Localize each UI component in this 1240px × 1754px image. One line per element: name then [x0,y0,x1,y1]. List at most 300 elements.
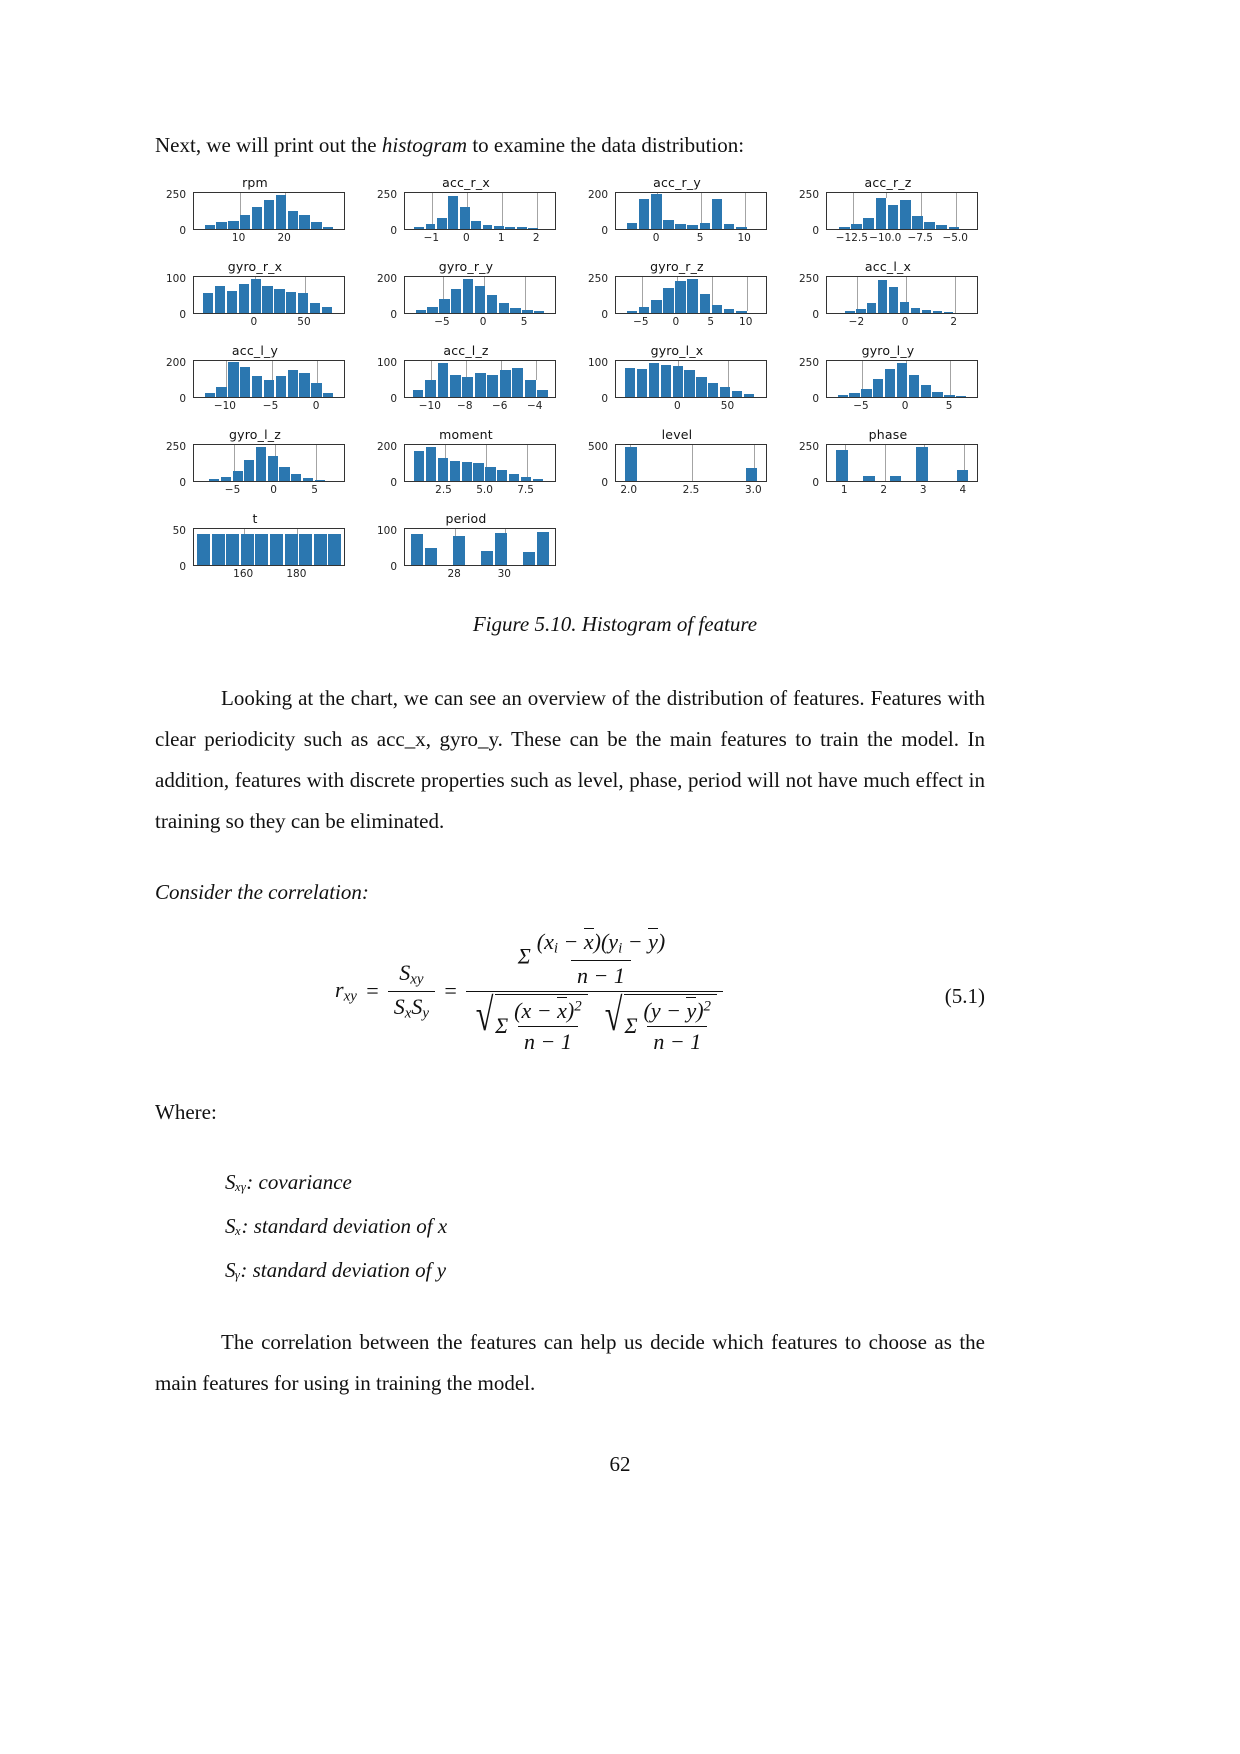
histogram-bar [949,227,961,229]
histogram-bar [252,207,263,229]
histogram-bar [696,377,707,397]
x-tick-label: −10 [213,400,236,412]
histogram-cell [366,343,566,427]
histogram-bar [500,370,512,397]
histogram-title: acc_l_y [231,343,279,358]
histogram-bar [471,221,482,229]
histogram-bar [256,447,267,481]
x-axis-labels [607,232,777,248]
histogram-bar [291,474,302,481]
histogram-bar [279,467,290,481]
histogram-bar [475,286,486,313]
paragraph-2: The correlation between the features can help us decide which features to choose as the main features for using in training the model. [155,1330,985,1395]
histogram-bar [241,534,255,565]
histogram-bar [494,226,505,229]
histogram-bar [936,225,948,229]
histogram-bar [448,196,459,229]
histogram-bar [311,383,322,397]
y-tick-label: 0 [601,477,608,489]
y-tick-label: 50 [172,525,186,537]
histogram-bar [426,447,437,481]
histogram-bar [252,376,263,397]
histogram-bar [639,307,651,313]
histogram-bar [673,366,684,397]
histogram-bar [425,380,437,397]
histogram-bar [251,279,262,313]
histogram-bar [298,293,309,313]
y-tick-label: 0 [601,225,608,237]
histogram-bar [932,392,943,397]
histogram-title: gyro_l_x [650,343,704,358]
x-tick-label: −10 [418,400,441,412]
figure-caption: Figure 5.10. Histogram of feature [472,612,758,636]
x-tick-label: 0 [901,316,909,328]
histogram-bar [839,227,851,229]
histogram-plot [404,528,556,566]
histogram-cell [366,511,566,595]
y-tick-label: 250 [798,357,819,369]
x-axis-labels [607,484,777,500]
histogram-bar [463,279,474,313]
histogram-bar [475,373,487,397]
histogram-title: phase [868,427,908,442]
x-tick-label: 2.0 [620,484,638,496]
histogram-cell [155,259,355,343]
x-tick-label: −5.0 [942,232,968,244]
y-axis-labels [155,355,189,403]
histogram-bar [427,307,438,313]
y-tick-label: 250 [798,189,819,201]
histogram-bar [889,287,899,313]
histogram-bar [323,393,334,397]
y-axis-labels [366,187,400,235]
intro-prefix: Next, we will print out the [155,133,382,157]
y-axis-labels [366,523,400,571]
histogram-bar [497,470,508,481]
x-tick-label: 2.5 [435,484,452,496]
histogram-cell [155,427,355,511]
x-tick-label: 0 [479,316,487,328]
histogram-bar [732,391,743,397]
y-tick-label: 100 [165,273,186,285]
gridline [502,193,503,229]
histogram-cell [577,427,777,511]
x-tick-label: 50 [297,316,311,328]
histogram-bar [724,224,736,229]
histogram-bar [921,385,932,397]
x-axis-labels [818,232,988,248]
histogram-bar [438,363,450,397]
histogram-bar [720,387,731,397]
histogram-bar [700,223,712,229]
histogram-bar [651,300,663,313]
histogram-plot [615,276,767,314]
histogram-bar [911,308,921,313]
histogram-plot [826,360,978,398]
histogram-plot [404,192,556,230]
histogram-plot [404,444,556,482]
histogram-bar [227,291,238,313]
y-tick-label: 0 [390,393,397,405]
x-axis-labels [396,400,566,416]
y-tick-label: 0 [390,477,397,489]
x-tick-label: 3 [919,484,927,496]
histogram-plot [193,360,345,398]
histogram-bar [675,281,687,313]
histogram-plot [404,360,556,398]
x-tick-label: 50 [720,400,735,412]
gridline [955,277,956,313]
equation-number: (5.1) [944,984,985,1008]
histogram-bar [483,225,494,229]
histogram-bar [924,222,936,229]
y-axis-labels [788,355,822,403]
histogram-bar [900,302,910,313]
histogram-bar [528,228,539,229]
x-tick-label: 1 [497,232,505,244]
histogram-bar [746,468,759,481]
x-axis-labels [607,316,777,332]
histogram-cell [788,343,988,427]
x-tick-label: 5 [311,484,318,496]
histogram-bar [851,224,863,229]
histogram-bar [944,312,954,313]
histogram-title: gyro_r_x [227,259,283,274]
gridline [527,445,528,481]
histogram-bar [209,479,220,481]
y-tick-label: 250 [798,441,819,453]
x-axis-labels [818,316,988,332]
histogram-bar [888,205,900,229]
x-tick-label: 3.0 [744,484,762,496]
histogram-bar [262,286,273,313]
y-tick-label: 0 [390,309,397,321]
histogram-bar [510,308,521,313]
x-tick-label: 28 [447,568,461,580]
histogram-bar [684,370,695,397]
histogram-bar [878,280,888,313]
histogram-bar [661,365,672,397]
histogram-cell [788,427,988,511]
y-tick-label: 0 [390,225,397,237]
definition-item: Sₓ: standard deviation of x [225,1214,448,1239]
definition-item: Sₓᵧ: covariance [225,1170,352,1194]
histogram-bar [276,195,287,229]
histogram-bar [221,477,232,481]
y-axis-labels [155,439,189,487]
x-tick-label: −6 [492,400,508,412]
histogram-bar [473,463,484,481]
histogram-bar [453,536,466,565]
histogram-bar [523,552,536,565]
histogram-title: level [661,427,693,442]
histogram-title: gyro_l_z [229,427,281,442]
histogram-bar [314,534,328,565]
histogram-plot [193,192,345,230]
histogram-bar [270,534,284,565]
histogram-plot [615,444,767,482]
y-axis-labels [577,439,611,487]
y-tick-label: 250 [165,441,186,453]
gridline [857,277,858,313]
x-tick-label: 5 [707,316,715,328]
x-axis-labels [818,400,988,416]
x-tick-label: 10 [739,316,753,328]
histogram-bar [922,310,932,313]
histogram-bar [512,368,524,397]
x-axis-labels [185,232,355,248]
histogram-bar [537,532,550,565]
histogram-bar [244,460,255,481]
histogram-bar [625,447,638,481]
histogram-title: acc_r_x [442,175,490,190]
y-tick-label: 0 [179,477,186,489]
histogram-bar [276,376,287,397]
x-tick-label: 5 [520,316,528,328]
x-tick-label: 0 [901,400,909,412]
histogram-cell [577,259,777,343]
y-axis-labels [577,187,611,235]
x-tick-label: 5.0 [476,484,493,496]
page-number: 62 [609,1452,631,1476]
histogram-bar [228,362,239,397]
histogram-bar [299,534,313,565]
histogram-bar [205,393,216,397]
x-tick-label: 7.5 [517,484,534,496]
intro-sentence [155,130,1075,160]
histogram-grid [155,175,985,595]
x-axis-labels [185,400,355,416]
x-tick-label: 180 [286,568,307,580]
gridline [525,277,526,313]
y-tick-label: 0 [601,393,608,405]
x-axis-labels [607,400,777,416]
y-tick-label: 200 [376,441,397,453]
gridline [537,193,538,229]
histogram-plot [615,360,767,398]
x-tick-label: −5 [633,316,649,328]
x-tick-label: 160 [233,568,254,580]
equation-5-1: $r_{xy}$ = $\frac{S_{xy}}{S_xS_y}$ = Σ $\frac{(x_i - x)(y_i - y)}{n - 1}$ √ Σ $\frac{(x - x)^2}{n - 1}$ √ Σ $\frac{(y - y)^2}{n - 1}$ [335,928,723,1055]
x-axis-labels [185,316,355,332]
histogram-bar [916,447,929,481]
histogram-bar [724,309,736,313]
histogram-bar [627,223,639,229]
x-tick-label: −5 [224,484,241,496]
x-tick-label: −7.5 [907,232,933,244]
histogram-bar [533,479,544,481]
histogram-bar [286,292,297,313]
x-tick-label: 0 [250,316,258,328]
histogram-bar [487,295,498,313]
gridline [316,445,317,481]
y-tick-label: 0 [601,309,608,321]
histogram-bar [861,389,872,397]
x-tick-label: 5 [945,400,953,412]
histogram-bar [288,370,299,397]
histogram-bar [845,311,855,313]
histogram-bar [885,369,896,397]
histogram-bar [323,227,334,229]
y-tick-label: 0 [179,561,186,573]
histogram-bar [239,284,250,313]
y-tick-label: 0 [812,309,819,321]
x-tick-label: −8 [457,400,473,412]
histogram-bar [255,534,269,565]
histogram-bar [481,551,494,565]
histogram-bar [956,396,967,397]
histogram-bar [744,394,755,397]
histogram-plot [404,276,556,314]
histogram-bar [212,534,226,565]
histogram-plot [193,528,345,566]
histogram-bar [268,456,279,481]
histogram-plot [615,192,767,230]
histogram-bar [264,200,275,229]
histogram-bar [637,369,648,397]
histogram-bar [439,299,450,313]
histogram-cell [788,259,988,343]
x-tick-label: 2 [532,232,540,244]
histogram-bar [499,303,510,313]
histogram-bar [873,379,884,397]
histogram-cell [155,175,355,259]
gridline [956,193,957,229]
x-axis-labels [396,484,566,500]
y-axis-labels [366,439,400,487]
histogram-bar [240,367,251,397]
histogram-bar [414,227,425,229]
y-axis-labels [155,271,189,319]
histogram-bar [451,289,462,313]
y-tick-label: 250 [587,273,608,285]
histogram-bar [426,224,437,229]
histogram-bar [856,309,866,313]
histogram-bar [450,375,462,397]
x-tick-label: 20 [277,232,291,244]
histogram-bar [838,395,849,397]
histogram-bar [205,225,216,229]
histogram-bar [517,227,528,229]
y-tick-label: 250 [165,189,186,201]
x-tick-label: 0 [672,316,680,328]
histogram-cell [577,343,777,427]
histogram-title: acc_l_x [864,259,912,274]
histogram-bar [411,534,424,565]
histogram-bar [836,450,849,481]
histogram-title: period [445,511,487,526]
histogram-title: gyro_r_y [438,259,494,274]
y-axis-labels [366,355,400,403]
gridline [747,277,748,313]
histogram-bar [712,199,724,229]
y-tick-label: 500 [587,441,608,453]
histogram-bar [534,311,545,313]
histogram-bar [240,215,251,229]
consider-correlation-line: Consider the correlation: [155,880,369,904]
gridline [745,193,746,229]
x-tick-label: 10 [231,232,246,244]
y-tick-label: 0 [179,225,186,237]
x-tick-label: −10.0 [869,232,902,244]
histogram-bar [303,478,314,481]
histogram-bar [233,471,244,481]
histogram-cell [366,175,566,259]
x-tick-label: 0 [462,232,470,244]
x-tick-label: 1 [840,484,848,496]
histogram-bar [651,194,663,229]
histogram-title: acc_r_y [653,175,701,190]
x-tick-label: 0 [270,484,277,496]
histogram-bar [425,548,438,565]
x-tick-label: −1 [423,232,440,244]
equation-block [155,928,985,1068]
histogram-bar [505,227,516,229]
histogram-bar [625,368,636,397]
x-tick-label: 10 [737,232,751,244]
histogram-bar [849,393,860,397]
histogram-bar [226,534,240,565]
x-tick-label: 2 [880,484,888,496]
y-tick-label: 200 [376,273,397,285]
y-axis-labels [366,271,400,319]
histogram-bar [216,387,227,397]
y-tick-label: 0 [812,477,819,489]
histogram-bar [909,375,920,397]
histogram-bar [675,224,687,229]
histogram-bar [285,534,299,565]
y-tick-label: 100 [376,525,397,537]
histogram-bar [462,377,474,397]
histogram-bar [687,225,699,229]
y-axis-labels [155,187,189,235]
histogram-bar [197,534,211,565]
histogram-bar [274,289,285,313]
x-tick-label: 5 [696,232,704,244]
x-axis-labels [396,232,566,248]
histogram-bar [328,534,342,565]
y-tick-label: 250 [376,189,397,201]
histogram-bar [322,307,333,313]
histogram-bar [890,476,903,481]
histogram-plot [193,276,345,314]
x-tick-label: 0 [673,400,681,412]
histogram-bar [933,311,943,313]
histogram-bar [495,533,508,565]
histogram-cell [366,427,566,511]
histogram-plot [826,192,978,230]
histogram-bar [649,363,660,397]
histogram-bar [944,395,955,397]
x-axis-labels [185,568,355,584]
histogram-title: gyro_l_y [861,343,915,358]
histogram-bar [522,310,533,313]
histogram-bar [897,363,908,397]
histogram-bar [203,293,214,313]
histogram-bar [863,218,875,229]
intro-suffix: to examine the data distribution: [467,133,745,157]
histogram-bar [912,216,924,229]
x-tick-label: 0 [652,232,660,244]
y-tick-label: 100 [376,357,397,369]
histogram-bar [460,207,471,229]
histogram-bar [509,474,520,481]
histogram-bar [228,221,239,229]
x-tick-label: 4 [959,484,967,496]
x-tick-label: −5 [434,316,450,328]
histogram-title: acc_r_z [864,175,912,190]
x-tick-label: −12.5 [835,232,868,244]
